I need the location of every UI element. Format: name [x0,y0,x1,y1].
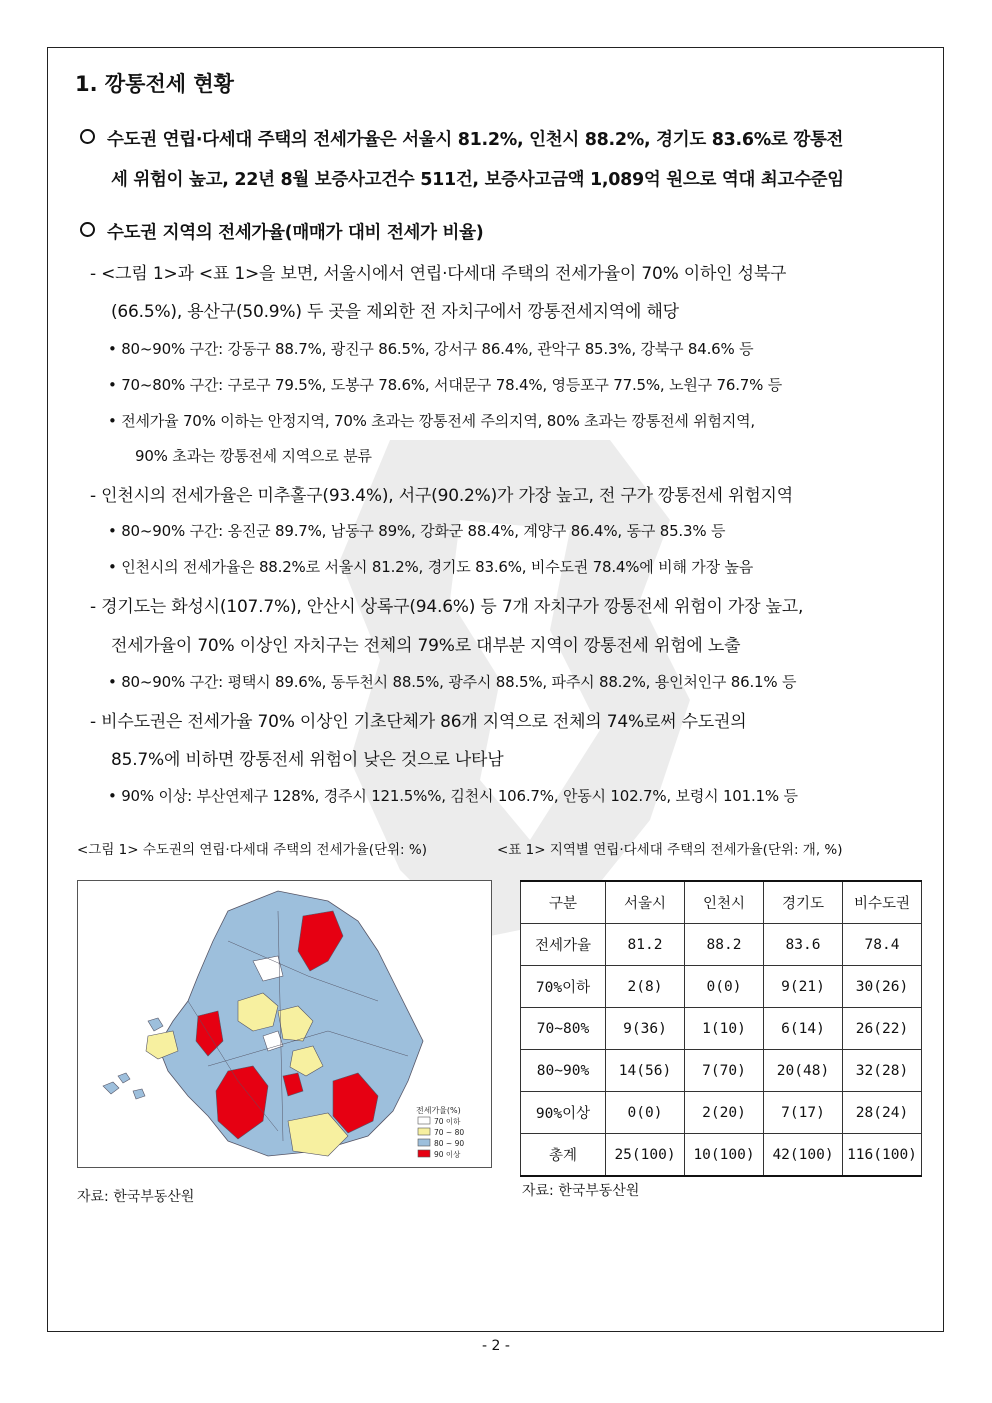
legend-label: 70 ~ 80 [434,1128,465,1137]
table-header-cell: 구분 [521,881,606,924]
table-cell: 14(56) [606,1050,685,1092]
table-header-cell: 비수도권 [843,881,922,924]
table-cell: 28(24) [843,1092,922,1134]
table-cell: 2(8) [606,966,685,1008]
table-cell: 81.2 [606,924,685,966]
legend-swatch-red [418,1150,430,1157]
table-header-row [521,881,922,924]
table-caption: <표 1> 지역별 연립·다세대 주택의 전세가율(단위: 개, %) [497,842,843,858]
map-image [78,881,492,1168]
legend-swatch-blue [418,1139,430,1146]
section-title: 1. 깡통전세 현황 [75,72,234,96]
table-row-header: 전세가율 [521,924,606,966]
dot-item: • 80~90% 구간: 옹진군 89.7%, 남동구 89%, 강화군 88.4%, 계양구 86.4%, 동구 85.3% 등 [108,522,726,540]
table-cell: 25(100) [606,1134,685,1177]
dash-item-incheon: - 인천시의 전세가율은 미추홀구(93.4%), 서구(90.2%)가 가장 높고, 전 구가 깡통전세 위험지역 [90,486,794,506]
dash-item-nonmetro-2: 85.7%에 비하면 깡통전세 위험이 낮은 것으로 나타남 [111,750,504,770]
table-cell: 78.4 [843,924,922,966]
legend-label: 80 ~ 90 [434,1139,465,1148]
table-cell: 1(10) [685,1008,764,1050]
table-row [521,924,922,966]
dot-item: • 80~90% 구간: 평택시 89.6%, 동두천시 88.5%, 광주시 88.5%, 파주시 88.2%, 용인처인구 86.1% 등 [108,673,797,691]
dash-item-gyeonggi-2: 전세가율이 70% 이상인 자치구는 전체의 79%로 대부분 지역이 깡통전세 위험에 노출 [111,636,741,656]
dot-item: • 70~80% 구간: 구로구 79.5%, 도봉구 78.6%, 서대문구 78.4%, 영등포구 77.5%, 노원구 76.7% 등 [108,376,783,394]
table-header-cell: 서울시 [606,881,685,924]
table-cell: 0(0) [606,1092,685,1134]
table-row-header: 80~90% [521,1050,606,1092]
table-row-header: 총계 [521,1134,606,1177]
page-number: - 2 - [482,1338,510,1354]
table-row-header: 90%이상 [521,1092,606,1134]
dot-item: • 인천시의 전세가율은 88.2%로 서울시 81.2%, 경기도 83.6%, 비수도권 78.4%에 비해 가장 높음 [108,558,754,576]
legend-swatch-yellow [418,1128,430,1135]
metro-region-map [77,880,492,1168]
dot-item: • 80~90% 구간: 강동구 88.7%, 광진구 86.5%, 강서구 86.4%, 관악구 85.3%, 강북구 84.6% 등 [108,340,754,358]
table-row [521,1008,922,1050]
map-legend [416,1105,464,1159]
bullet-heading: 수도권 지역의 전세가율(매매가 대비 전세가 비율) [80,219,483,244]
table-row [521,1092,922,1134]
table-cell: 10(100) [685,1134,764,1177]
table-row [521,966,922,1008]
table-cell: 0(0) [685,966,764,1008]
table-cell: 6(14) [764,1008,843,1050]
bullet-summary-line-2: 세 위험이 높고, 22년 8월 보증사고건수 511건, 보증사고금액 1,089억 원으로 역대 최고수준임 [111,170,844,190]
dash-item-seoul-1: - <그림 1>과 <표 1>을 보면, 서울시에서 연립·다세대 주택의 전세가율이 70% 이하인 성북구 [90,264,787,284]
table-header-cell: 경기도 [764,881,843,924]
dash-item-gyeonggi-1: - 경기도는 화성시(107.7%), 안산시 상록구(94.6%) 등 7개 자치구가 깡통전세 위험이 가장 높고, [90,597,804,617]
table-cell: 7(17) [764,1092,843,1134]
table-cell: 7(70) [685,1050,764,1092]
circle-bullet-icon [80,222,95,237]
table-header-cell: 인천시 [685,881,764,924]
legend-swatch-white [418,1117,430,1124]
dot-item-continued: 90% 초과는 깡통전세 지역으로 분류 [135,447,372,465]
table-cell: 26(22) [843,1008,922,1050]
table-cell: 88.2 [685,924,764,966]
bullet-summary-line-1: 수도권 연립·다세대 주택의 전세가율은 서울시 81.2%, 인천시 88.2%, 경기도 83.6%로 깡통전 [80,126,843,151]
table-row [521,1134,922,1177]
map-source: 자료: 한국부동산원 [77,1189,195,1205]
dash-item-seoul-2: (66.5%), 용산구(50.9%) 두 곳을 제외한 전 자치구에서 깡통전세지역에 해당 [111,302,679,322]
dot-item: • 90% 이상: 부산연제구 128%, 경주시 121.5%%, 김천시 106.7%, 안동시 102.7%, 보령시 101.1% 등 [108,787,798,805]
legend-label: 70 이하 [434,1117,461,1126]
dot-item: • 전세가율 70% 이하는 안정지역, 70% 초과는 깡통전세 주의지역, 80% 초과는 깡통전세 위험지역, [108,412,755,430]
table-cell: 9(21) [764,966,843,1008]
table-row-header: 70%이하 [521,966,606,1008]
table-row-header: 70~80% [521,1008,606,1050]
table-row [521,1050,922,1092]
legend-label: 90 이상 [434,1150,461,1159]
circle-bullet-icon [80,129,95,144]
dash-item-nonmetro-1: - 비수도권은 전세가율 70% 이상인 기초단체가 86개 지역으로 전체의 74%로써 수도권의 [90,712,747,732]
table-cell: 42(100) [764,1134,843,1177]
table-cell: 9(36) [606,1008,685,1050]
table-cell: 20(48) [764,1050,843,1092]
table-cell: 30(26) [843,966,922,1008]
legend-title: 전세가율(%) [416,1106,461,1115]
table-cell: 32(28) [843,1050,922,1092]
table-cell: 83.6 [764,924,843,966]
figure-caption: <그림 1> 수도권의 연립·다세대 주택의 전세가율(단위: %) [77,842,427,858]
regional-rate-table [520,880,922,1177]
table-source: 자료: 한국부동산원 [522,1183,640,1199]
table-cell: 116(100) [843,1134,922,1177]
table-cell: 2(20) [685,1092,764,1134]
